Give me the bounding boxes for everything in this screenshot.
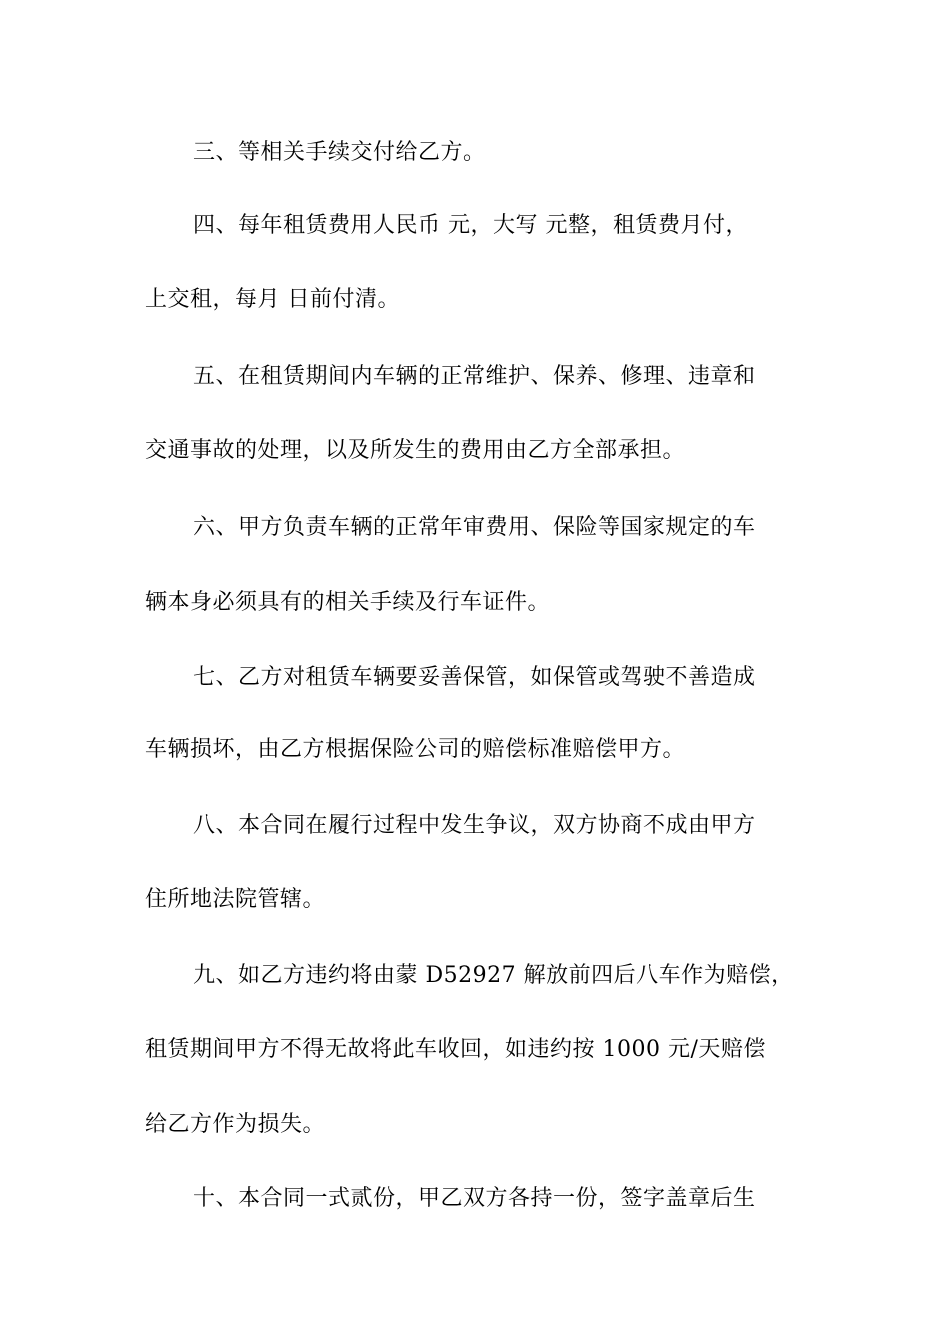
clause-6-line-1: 六、甲方负责车辆的正常年审费用、保险等国家规定的车 [193,515,756,540]
clause-6-line-2: 辆本身必须具有的相关手续及行车证件。 [145,590,551,615]
clause-8-line-2: 住所地法院管辖。 [145,887,326,912]
clause-7-line-2: 车辆损坏，由乙方根据保险公司的赔偿标准赔偿甲方。 [145,737,686,762]
clause-9-line-2: 租赁期间甲方不得无故将此车收回，如违约按 1000 元/天赔偿 [145,1037,766,1062]
clause-7-line-1: 七、乙方对租赁车辆要妥善保管，如保管或驾驶不善造成 [193,665,756,690]
clause-8-line-1: 八、本合同在履行过程中发生争议，双方协商不成由甲方 [193,813,756,838]
clause-5-line-2: 交通事故的处理，以及所发生的费用由乙方全部承担。 [145,438,686,463]
clause-4-line-2: 上交租，每月 日前付清。 [145,287,400,312]
clause-9-line-3: 给乙方作为损失。 [145,1112,326,1137]
clause-9-line-1: 九、如乙方违约将由蒙 D52927 解放前四后八车作为赔偿， [193,963,794,988]
clause-3-line-1: 三、等相关手续交付给乙方。 [193,140,486,165]
clause-10-line-1: 十、本合同一式贰份，甲乙双方各持一份，签字盖章后生 [193,1186,756,1211]
clause-4-line-1: 四、每年租赁费用人民币 元，大写 元整，租赁费月付， [193,213,748,238]
clause-5-line-1: 五、在租赁期间内车辆的正常维护、保养、修理、违章和 [193,364,756,389]
